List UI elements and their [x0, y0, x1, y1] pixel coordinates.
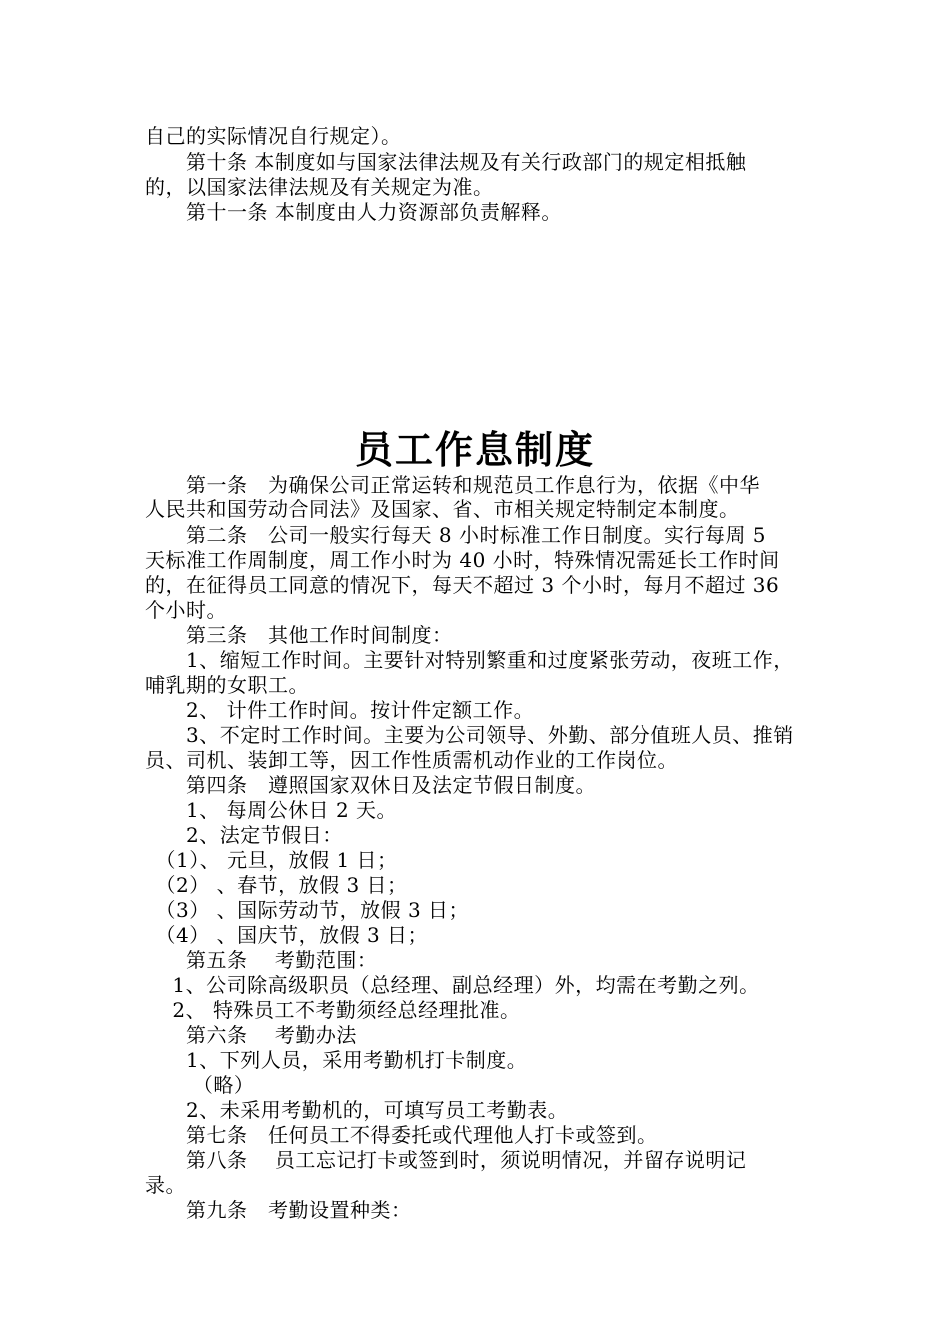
- text-line: 1、 每周公休日 2 天。: [145, 798, 398, 822]
- text-line: 录。: [145, 1173, 186, 1197]
- text-line: 个小时。: [145, 598, 227, 622]
- text-line: （略）: [145, 1073, 255, 1097]
- text-line: 人民共和国劳动合同法》及国家、省、市相关规定特制定本制度。: [145, 497, 740, 521]
- text-line: 2、法定节假日：: [145, 823, 343, 847]
- text-line: 的，以国家法律法规及有关规定为准。: [145, 175, 494, 199]
- text-line: 第三条 其他工作时间制度：: [145, 623, 453, 647]
- text-line: （1）、 元旦，放假 1 日；: [145, 848, 398, 872]
- text-line: 1、下列人员，采用考勤机打卡制度。: [145, 1048, 528, 1072]
- text-line: 员、司机、装卸工等，因工作性质需机动作业的工作岗位。: [145, 748, 678, 772]
- text-line: 的，在征得员工同意的情况下，每天不超过 3 个小时，每月不超过 36: [145, 573, 780, 597]
- text-line: 第六条 考勤办法: [145, 1023, 357, 1047]
- text-line: （3） 、国际劳动节，放假 3 日；: [145, 898, 470, 922]
- document-title: 员工作息制度: [354, 428, 595, 472]
- text-line: 第九条 考勤设置种类：: [145, 1198, 412, 1222]
- text-line: 第二条 公司一般实行每天 8 小时标准工作日制度。实行每周 5: [145, 523, 767, 547]
- text-line: 1、公司除高级职员（总经理、副总经理）外，均需在考勤之列。: [145, 973, 760, 997]
- text-line: 哺乳期的女职工。: [145, 673, 309, 697]
- text-line: 3、不定时工作时间。主要为公司领导、外勤、部分值班人员、推销: [145, 723, 794, 747]
- text-line: 天标准工作周制度，周工作小时为 40 小时，特殊情况需延长工作时间: [145, 548, 780, 572]
- text-line: （4） 、国庆节，放假 3 日；: [145, 923, 429, 947]
- text-line: 2、 计件工作时间。按计件定额工作。: [145, 698, 535, 722]
- text-line: 第五条 考勤范围：: [145, 948, 378, 972]
- text-line: 1、缩短工作时间。主要针对特别繁重和过度紧张劳动，夜班工作，: [145, 648, 794, 672]
- text-line: 自己的实际情况自行规定）。: [145, 124, 402, 148]
- text-line: （2） 、春节，放假 3 日；: [145, 873, 408, 897]
- text-line: 第七条 任何员工不得委托或代理他人打卡或签到。: [145, 1123, 658, 1147]
- text-line: 第十一条 本制度由人力资源部负责解释。: [145, 200, 562, 224]
- text-line: 2、 特殊员工不考勤须经总经理批准。: [145, 998, 521, 1022]
- text-line: 第八条 员工忘记打卡或签到时，须说明情况，并留存说明记: [145, 1148, 747, 1172]
- text-line: 第四条 遵照国家双休日及法定节假日制度。: [145, 773, 596, 797]
- text-line: 第一条 为确保公司正常运转和规范员工作息行为，依据《中华: [145, 473, 760, 497]
- text-line: 2、未采用考勤机的，可填写员工考勤表。: [145, 1098, 569, 1122]
- text-line: 第十条 本制度如与国家法律法规及有关行政部门的规定相抵触: [145, 150, 747, 174]
